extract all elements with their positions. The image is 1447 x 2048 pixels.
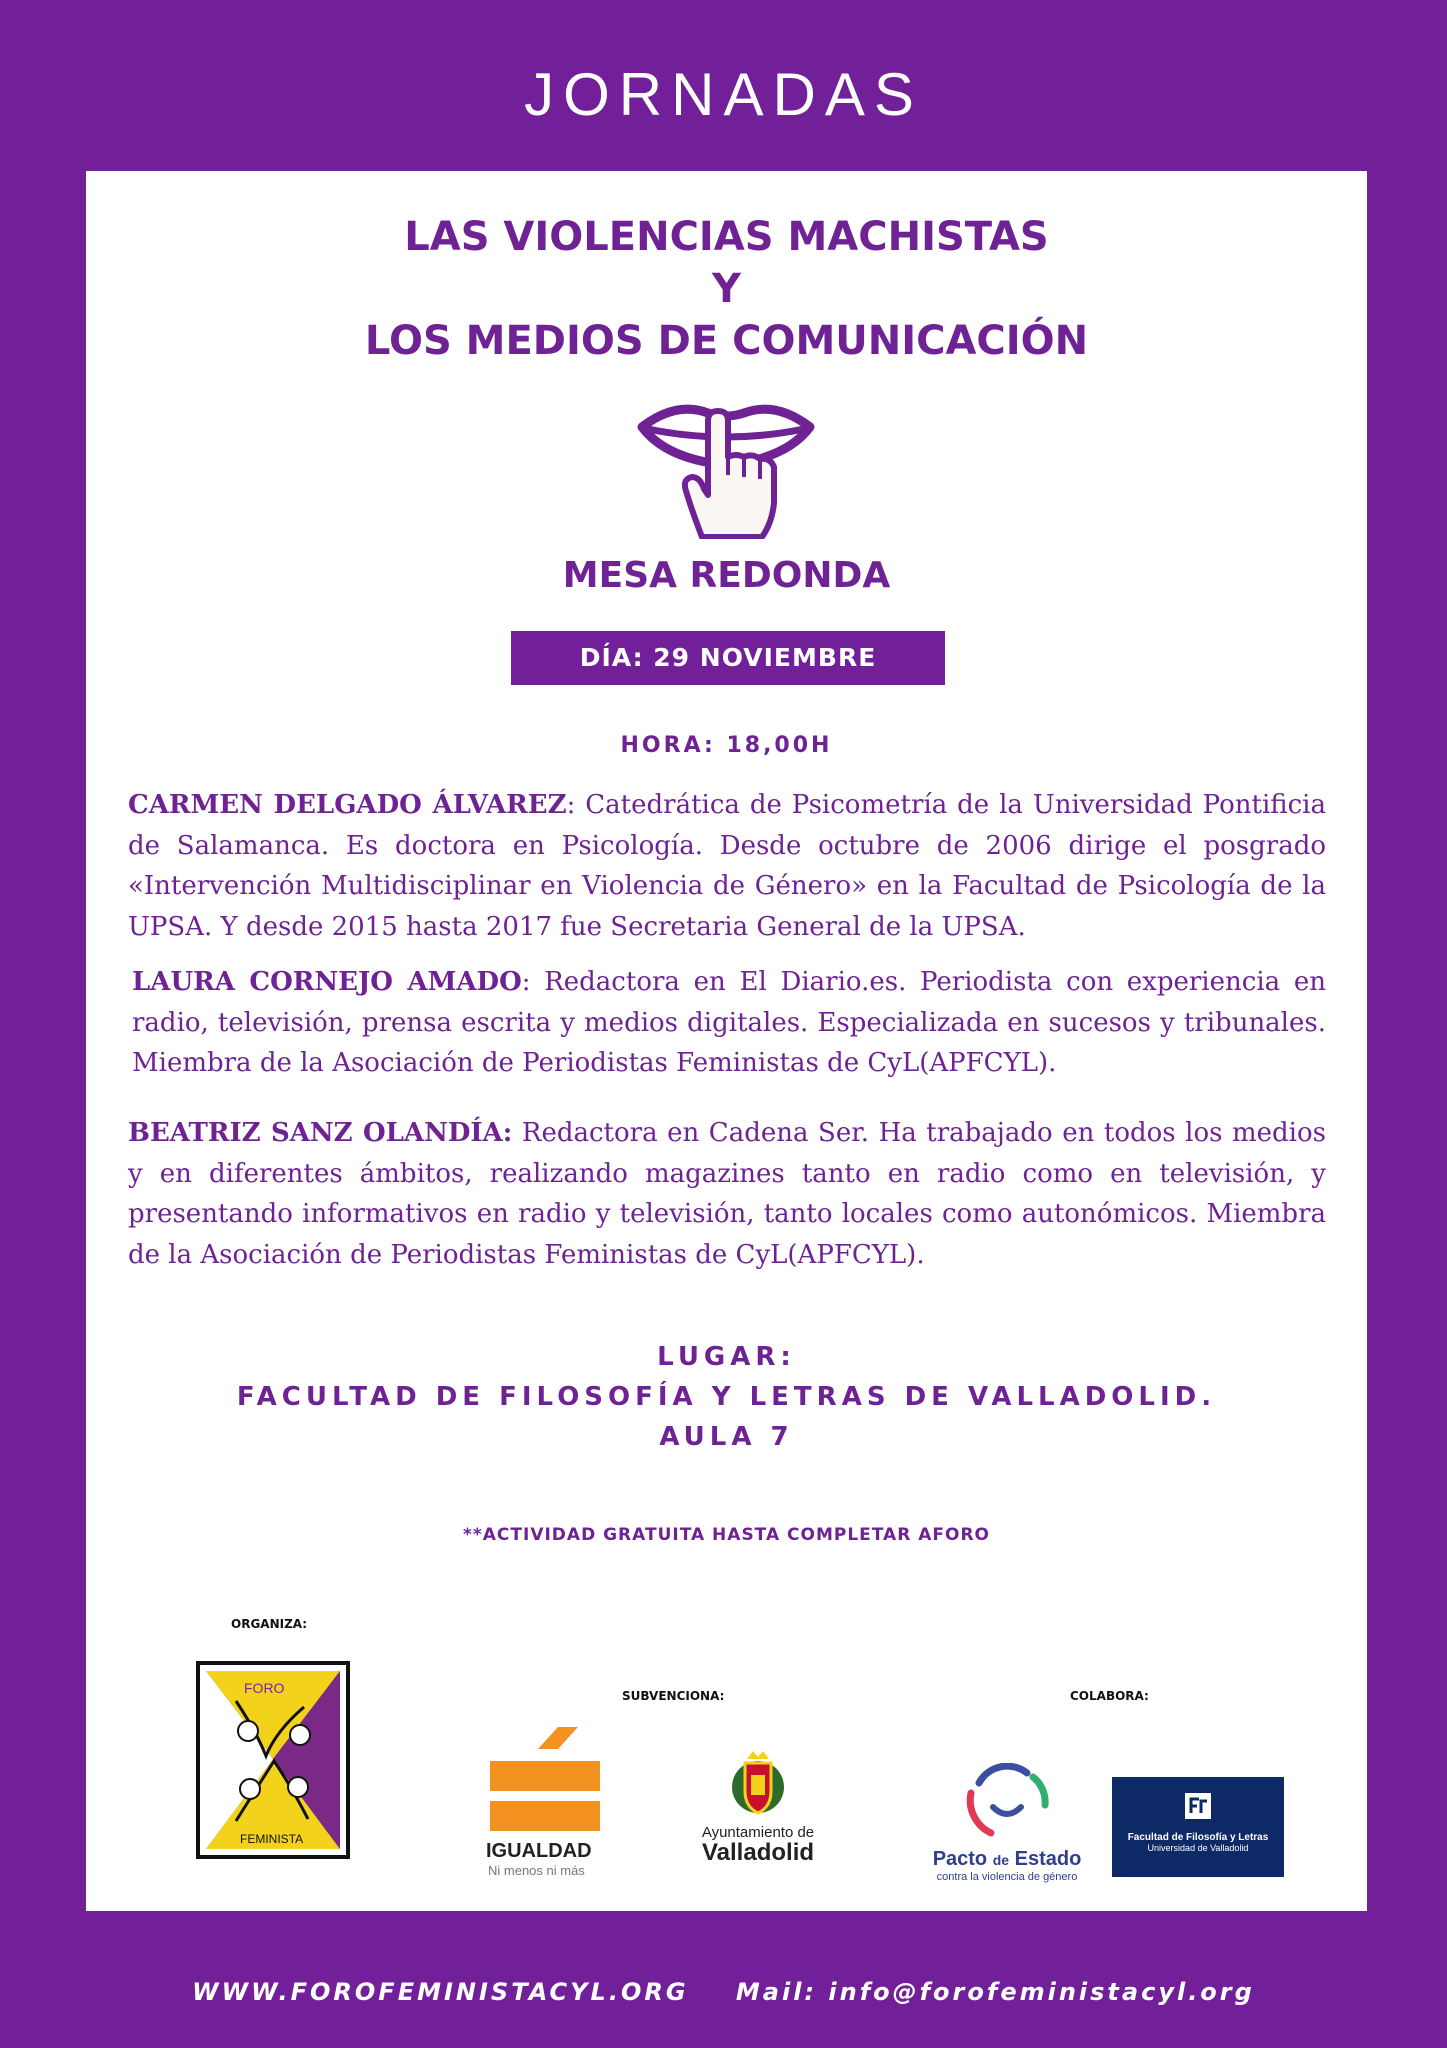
speaker-name: BEATRIZ SANZ OLANDÍA:: [128, 1118, 513, 1148]
igualdad-logo: [486, 1727, 636, 1878]
ayuntamiento-line2: Valladolid: [701, 1839, 815, 1866]
speaker-name: CARMEN DELGADO ÁLVAREZ: [128, 790, 567, 820]
foro-feminista-logo: [196, 1661, 350, 1859]
speaker-name: LAURA CORNEJO AMADO: [132, 967, 522, 997]
feminista-text: FEMINISTA: [240, 1832, 304, 1846]
organiza-label: ORGANIZA:: [231, 1617, 308, 1631]
footer: [0, 1978, 1447, 2006]
pacto-tagline: contra la violencia de género: [936, 1871, 1078, 1883]
venue-place: FACULTAD DE FILOSOFÍA Y LETRAS DE VALLADOLID.: [236, 1382, 1217, 1412]
headline-line-1: LAS VIOLENCIAS MACHISTAS: [404, 214, 1049, 260]
foro-text: FORO: [244, 1680, 285, 1696]
pacto-name-a: Pacto: [932, 1848, 988, 1870]
free-activity-note: **ACTIVIDAD GRATUITA HASTA COMPLETAR AFORO: [462, 1525, 990, 1545]
facultad-logo: [1112, 1777, 1284, 1877]
speaker-separator: :: [566, 790, 586, 820]
igualdad-name: IGUALDAD: [486, 1840, 592, 1862]
speaker-description: Redactora en Cadena Ser. Ha trabajado en todos los medios y en diferentes ámbitos, realizando magazines tanto en radio como en televisión, y presentando informativos en radio y televisión, tanto locales como autonómicos. Miembra de la Asociación de Periodistas Feministas de CyL(APFCYL).: [128, 1118, 1326, 1270]
venue-room: AULA 7: [659, 1422, 794, 1452]
speaker-bio: [132, 962, 1326, 1084]
headline: [86, 211, 1367, 367]
speaker-separator: [512, 1118, 522, 1148]
mail-link[interactable]: Mail: info@forofeministacyl.org: [735, 1978, 1255, 2006]
headline-line-3: LOS MEDIOS DE COMUNICACIÓN: [364, 318, 1089, 364]
venue: [86, 1337, 1367, 1457]
facultad-line1: Facultad de Filosofía y Letras: [1127, 1832, 1269, 1843]
pacto-name-c: Estado: [1014, 1848, 1082, 1870]
pacto-de-estado-logo: [932, 1763, 1082, 1883]
subvenciona-label: SUBVENCIONA:: [622, 1689, 725, 1703]
website-link[interactable]: WWW.FOROFEMINISTACYL.ORG: [192, 1978, 689, 2006]
headline-line-2: Y: [712, 266, 741, 312]
facultad-line2: Universidad de Valladolid: [1147, 1843, 1249, 1853]
silenced-lips-icon: [636, 399, 816, 539]
facultad-emblem-icon: [1183, 1791, 1213, 1821]
speaker-separator: :: [521, 967, 545, 997]
poster-card: [86, 171, 1367, 1911]
venue-label: LUGAR:: [657, 1342, 796, 1372]
speaker-bio: [128, 1113, 1326, 1275]
speaker-description: Catedrática de Psicometría de la Universidad Pontificia de Salamanca. Es doctora en Psicología. Desde octubre de 2006 dirige el posgrado «Intervención Multidisciplinar en Violencia de Género» en la Facultad de Psicología de la UPSA. Y desde 2015 hasta 2017 fue Secretaria General de la UPSA.: [128, 790, 1326, 942]
valladolid-coat-of-arms-icon: [723, 1749, 793, 1819]
ayuntamiento-logo: [688, 1749, 828, 1867]
event-time: HORA: 18,00H: [620, 733, 833, 758]
igualdad-symbol: [486, 1727, 604, 1837]
event-type: MESA REDONDA: [562, 555, 891, 596]
pacto-smile-icon: [961, 1763, 1053, 1843]
date-badge: DÍA: 29 NOVIEMBRE: [511, 631, 945, 685]
ayuntamiento-line1: Ayuntamiento de: [701, 1824, 815, 1841]
pacto-name-b: de: [992, 1852, 1010, 1868]
speaker-description: Redactora en El Diario.es. Periodista con experiencia en radio, televisión, prensa escrita y medios digitales. Especializada en sucesos y tribunales. Miembra de la Asociación de Periodistas Feministas de CyL(APFCYL).: [132, 967, 1326, 1078]
page-title: JORNADAS: [524, 61, 923, 128]
colabora-label: COLABORA:: [1070, 1689, 1149, 1703]
speaker-bio: [128, 785, 1326, 947]
igualdad-tagline: Ni menos ni más: [488, 1863, 585, 1878]
